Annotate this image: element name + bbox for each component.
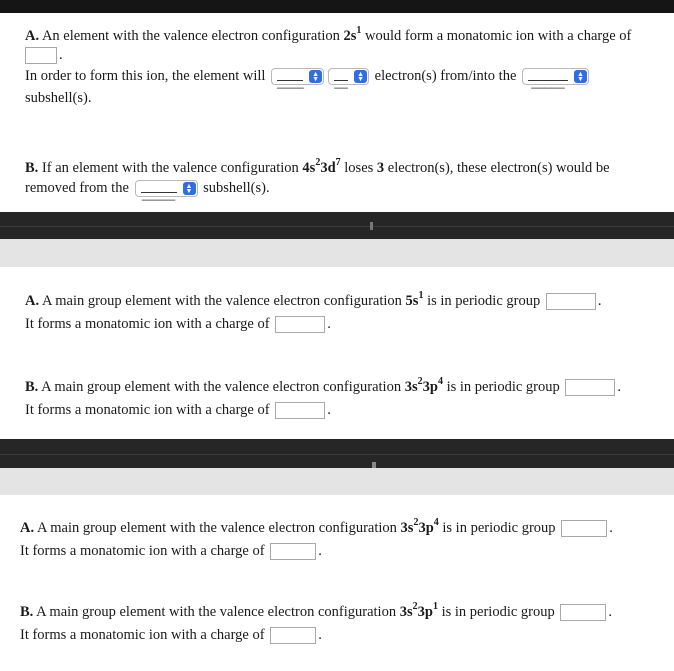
question-text: subshell(s).	[203, 180, 270, 196]
config-exponent: 4	[433, 517, 439, 529]
top-dark-strip	[0, 0, 674, 13]
s1-partB-line2	[25, 178, 270, 202]
config-base: 3d	[320, 160, 336, 176]
config-exponent: 2	[412, 601, 418, 613]
period: .	[608, 604, 612, 620]
question-text: electron(s), these electron(s) would be	[384, 160, 610, 176]
charge-input[interactable]	[275, 316, 325, 333]
question-text: would form a monatomic ion with a charge of	[361, 28, 632, 44]
question-text: A main group element with the valence electron configuration	[36, 520, 401, 536]
s1-partB-line1	[25, 158, 610, 178]
config-base: 5s	[405, 293, 419, 309]
question-text: is in periodic group	[423, 293, 541, 309]
charge-input[interactable]	[275, 402, 325, 419]
question-text: An element with the valence electron configuration	[41, 28, 344, 44]
question-text: subshell(s).	[25, 90, 92, 106]
charge-input[interactable]	[270, 627, 316, 644]
toolbar-mark	[0, 454, 674, 455]
group-input[interactable]	[565, 379, 615, 396]
question-text: It forms a monatomic ion with a charge of	[20, 543, 265, 559]
config-base: 2s	[343, 28, 357, 44]
gain-lose-select[interactable]	[271, 68, 324, 90]
select-value: _____	[528, 72, 568, 81]
config-exponent: 4	[437, 376, 443, 388]
period: .	[318, 627, 322, 643]
part-label: B.	[20, 604, 34, 620]
select-value: __	[334, 72, 348, 81]
part-label: B.	[25, 379, 39, 395]
s2-partB-line1	[25, 377, 621, 397]
config-base: 3s	[400, 520, 414, 536]
period: .	[597, 293, 602, 309]
s2-partB-line2	[25, 400, 331, 420]
question-text: If an element with the valence configuration	[41, 160, 303, 176]
chevron-updown-icon: ▲ ▼	[354, 70, 367, 83]
question-text: A main group element with the valence electron configuration	[41, 293, 406, 309]
subshell-select[interactable]	[522, 68, 589, 90]
question-text: is in periodic group	[442, 379, 560, 395]
config-exponent: 2	[413, 517, 419, 529]
period: .	[327, 402, 331, 418]
s3-partB-line2	[20, 625, 322, 645]
period: .	[327, 316, 331, 332]
group-input[interactable]	[561, 520, 607, 537]
config-exponent: 1	[418, 290, 424, 302]
select-value: _____	[141, 184, 177, 193]
question-text: is in periodic group	[437, 604, 555, 620]
period: .	[609, 520, 613, 536]
chevron-updown-icon: ▲ ▼	[574, 70, 587, 83]
question-text: A main group element with the valence electron configuration	[41, 379, 405, 395]
question-text: loses	[340, 160, 377, 176]
group-input[interactable]	[560, 604, 606, 621]
s1-partA-line2	[25, 66, 591, 90]
config-exponent: 7	[335, 157, 341, 169]
s1-partA-line1b	[25, 45, 63, 65]
s3-partA-line2	[20, 541, 322, 561]
toolbar-mark	[370, 222, 373, 230]
count-select[interactable]	[328, 68, 369, 90]
config-base: 3p	[418, 520, 434, 536]
question-text: removed from the	[25, 180, 129, 196]
chevron-updown-icon: ▲ ▼	[309, 70, 322, 83]
config-exponent: 1	[356, 25, 362, 37]
question-text: is in periodic group	[438, 520, 556, 536]
question-text: It forms a monatomic ion with a charge of	[20, 627, 265, 643]
charge-input[interactable]	[25, 47, 57, 64]
period: .	[617, 379, 621, 395]
s3-partA-line1	[20, 518, 613, 538]
period: .	[318, 543, 322, 559]
config-base: 4s	[302, 160, 316, 176]
group-input[interactable]	[546, 293, 596, 310]
toolbar-mark	[0, 226, 674, 227]
question-text: electron(s) from/into the	[374, 68, 517, 84]
question-text: In order to form this ion, the element will	[25, 68, 266, 84]
part-label: A.	[25, 28, 40, 44]
chevron-updown-icon: ▲ ▼	[183, 182, 196, 195]
select-value: ____	[277, 72, 303, 81]
part-label: A.	[25, 293, 40, 309]
s1-partA-line1	[25, 26, 631, 46]
s1-partA-line3	[25, 88, 91, 108]
part-label: A.	[20, 520, 35, 536]
charge-input[interactable]	[270, 543, 316, 560]
subshell-select[interactable]	[135, 180, 198, 202]
separator-band	[0, 239, 674, 267]
s2-partA-line2	[25, 314, 331, 334]
config-exponent: 2	[315, 157, 321, 169]
config-base: 3s	[404, 379, 418, 395]
separator-band	[0, 468, 674, 495]
config-base: 3p	[422, 379, 438, 395]
config-exponent: 2	[417, 376, 423, 388]
question-text: It forms a monatomic ion with a charge of	[25, 402, 270, 418]
electron-count: 3	[376, 160, 385, 176]
period: .	[59, 47, 63, 63]
question-text: A main group element with the valence electron configuration	[36, 604, 400, 620]
config-base: 3p	[417, 604, 433, 620]
question-text: It forms a monatomic ion with a charge of	[25, 316, 270, 332]
s2-partA-line1	[25, 291, 601, 311]
config-base: 3s	[399, 604, 413, 620]
config-exponent: 1	[432, 601, 438, 613]
s3-partB-line1	[20, 602, 612, 622]
part-label: B.	[25, 160, 39, 176]
